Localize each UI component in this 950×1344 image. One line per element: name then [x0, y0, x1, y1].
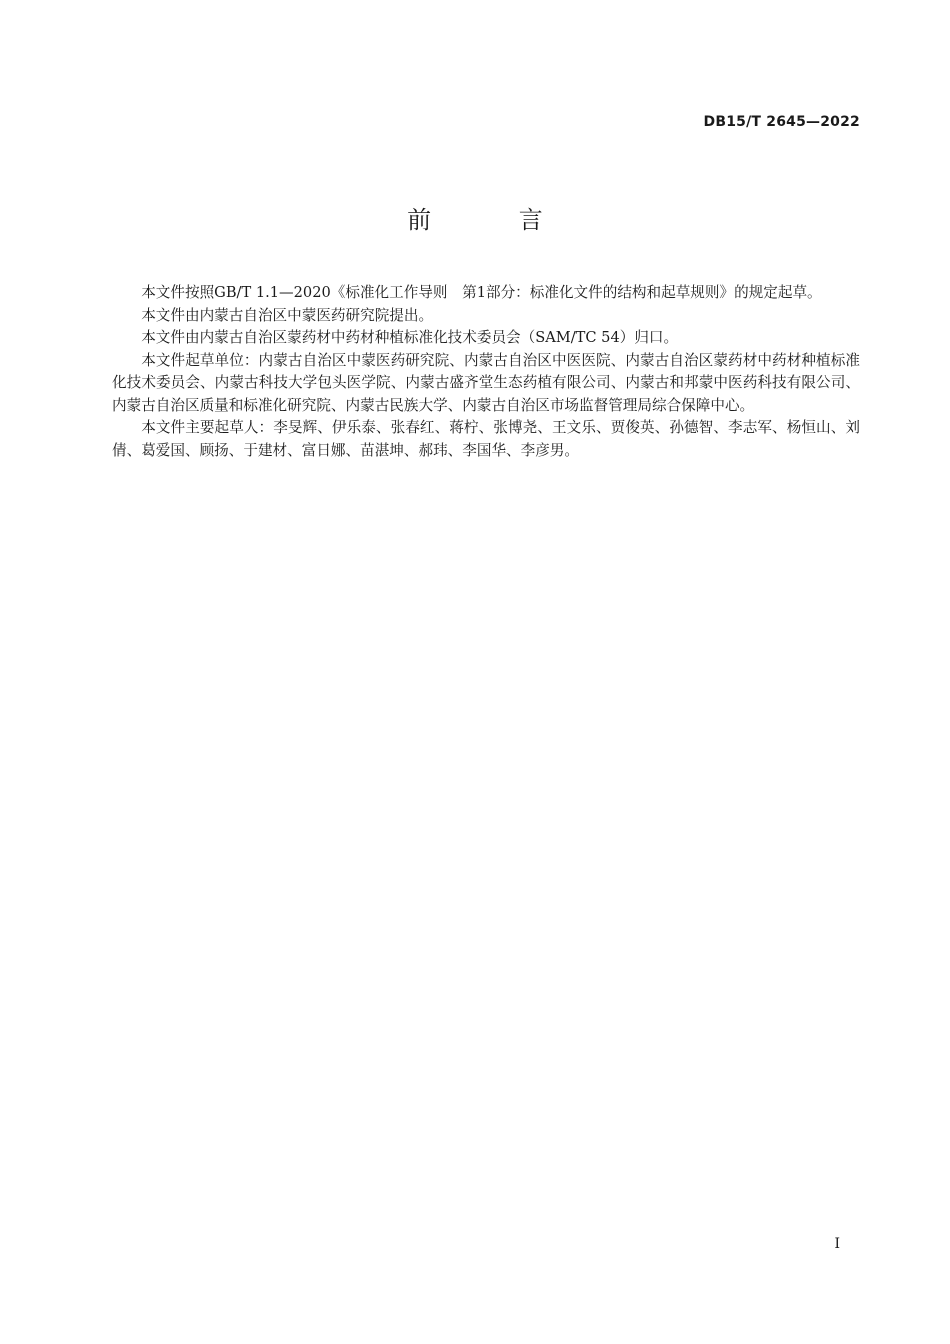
paragraph-drafting-rules: 本文件按照GB/T 1.1—2020《标准化工作导则 第1部分：标准化文件的结构和起草规则》的规定起草。 [141, 284, 822, 301]
paragraph-proposer: 本文件由内蒙古自治区中蒙医药研究院提出。 [141, 306, 434, 324]
paragraph-drafting-units: 本文件起草单位：内蒙古自治区中蒙医药研究院、内蒙古自治区中医医院、内蒙古自治区蒙药材中药材种植标准化技术委员会、内蒙古科技大学包头医学院、内蒙古盛齐堂生态药植有限公司、内蒙古和邦蒙中医药科技有限公司、内蒙古自治区质量和标准化研究院、内蒙古民族大学、内蒙古自治区市场监督管理局综合保障中心。 [112, 351, 860, 414]
document-code: DB15/T 2645—2022 [703, 114, 860, 130]
page-number: I [834, 1236, 840, 1252]
page-title: 前 言 [407, 206, 583, 234]
foreword-body [112, 282, 860, 462]
paragraph-committee: 本文件由内蒙古自治区蒙药材中药材种植标准化技术委员会（SAM/TC 54）归口。 [141, 329, 679, 346]
paragraph-drafters: 本文件主要起草人：李旻辉、伊乐泰、张春红、蒋柠、张博尧、王文乐、贾俊英、孙德智、李志军、杨恒山、刘倩、葛爱国、顾扬、于建材、富日娜、苗湛坤、郝玮、李国华、李彦男。 [112, 419, 860, 459]
